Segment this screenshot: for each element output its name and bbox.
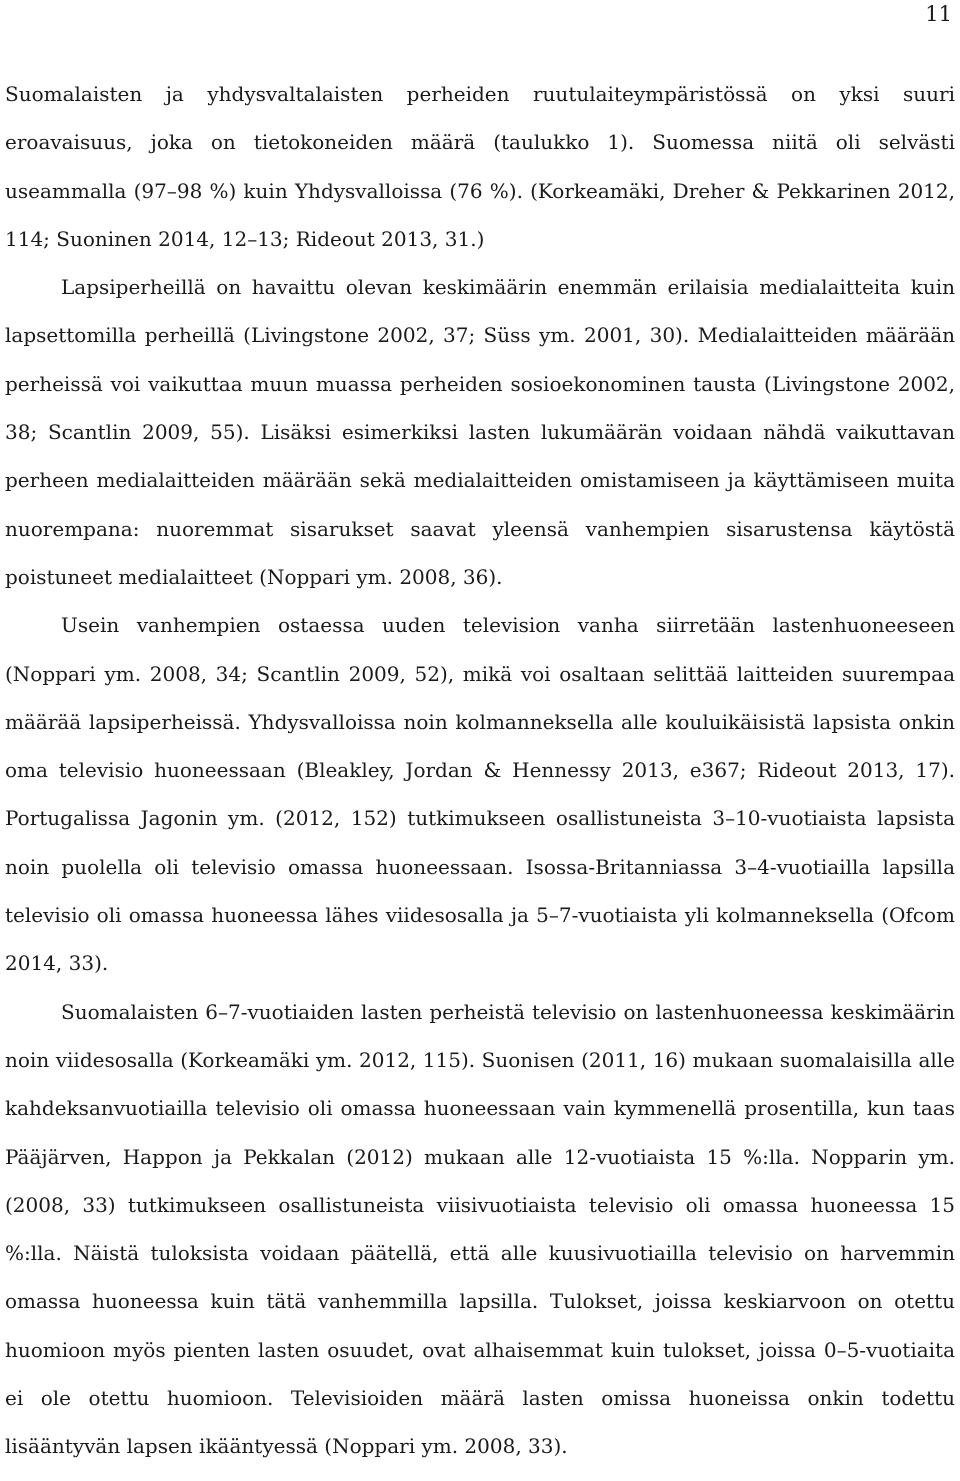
paragraph-finnish-children: Suomalaisten 6–7-vuotiaiden lasten perheistä televisio on lastenhuoneessa keskimäärin noin viidesosalla (Korkeamäki ym. 2012, 115). Suonisen (2011, 16) mukaan suomalaisilla alle kahdeksanvuotiailla televisio oli omassa huoneessaan vain kymmenellä prosentilla, kun taas Pääjärven, Happon ja Pekkalan (2012) mukaan alle 12-vuotiaista 15 %:lla. Nopparin ym. (2008, 33) tutkimukseen osallistuneista viisivuotiaista televisio oli omassa huoneessa 15 %:lla. Näistä tuloksista voidaan päätellä, että alle kuusivuotiailla televisio on harvemmin omassa huoneessa kuin tätä vanhemmilla lapsilla. Tulokset, joissa keskiarvoon on otettu huomioon myös pienten lasten osuudet, ovat alhaisemmat kuin tulokset, joissa 0–5-vuotiaita ei ole otettu huomioon. Televisioiden määrä lasten omissa huoneissa onkin todettu lisääntyvän lapsen ikääntyessä (Noppari ym. 2008, 33). bbox=[5, 999, 955, 1459]
paragraph-media-devices: Lapsiperheillä on havaittu olevan keskimäärin enemmän erilaisia medialaitteita kuin lapsettomilla perheillä (Livingstone 2002, 37; Süss ym. 2001, 30). Medialaitteiden määrään perheissä voi vaikuttaa muun muassa perheiden sosioekonominen tausta (Livingstone 2002, 38; Scantlin 2009, 55). Lisäksi esimerkiksi lasten lukumäärän voidaan nähdä vaikuttavan perheen medialaitteiden määrään sekä medialaitteiden omistamiseen ja käyttämiseen muita nuorempana: nuoremmat sisarukset saavat yleensä vanhempien sisarustensa käytöstä poistuneet medialaitteet (Noppari ym. 2008, 36). bbox=[5, 275, 955, 589]
paragraph-computers: Suomalaisten ja yhdysvaltalaisten perheiden ruutulaiteympäristössä on yksi suuri eroavaisuus, joka on tietokoneiden määrä (taulukko 1). Suomessa niitä oli selvästi useammalla (97–98 %) kuin Yhdysvalloissa (76 %). (Korkeamäki, Dreher & Pekkarinen 2012, 114; Suoninen 2014, 12–13; Rideout 2013, 31.) bbox=[5, 82, 955, 251]
document-body bbox=[5, 70, 955, 1471]
paragraph-television-bedroom: Usein vanhempien ostaessa uuden television vanha siirretään lastenhuoneeseen (Noppari ym. 2008, 34; Scantlin 2009, 52), mikä voi osaltaan selittää laitteiden suurempaa määrää lapsiperheissä. Yhdysvalloissa noin kolmanneksella alle kouluikäisistä lapsista onkin oma televisio huoneessaan (Bleakley, Jordan & Hennessy 2013, e367; Rideout 2013, 17). Portugalissa Jagonin ym. (2012, 152) tutkimukseen osallistuneista 3–10-vuotiaista lapsista noin puolella oli televisio omassa huoneessaan. Isossa-Britanniassa 3–4-vuotiailla lapsilla televisio oli omassa huoneessa lähes viidesosalla ja 5–7-vuotiaista yli kolmanneksella (Ofcom 2014, 33). bbox=[5, 613, 955, 976]
page-number: 11 bbox=[925, 2, 952, 26]
